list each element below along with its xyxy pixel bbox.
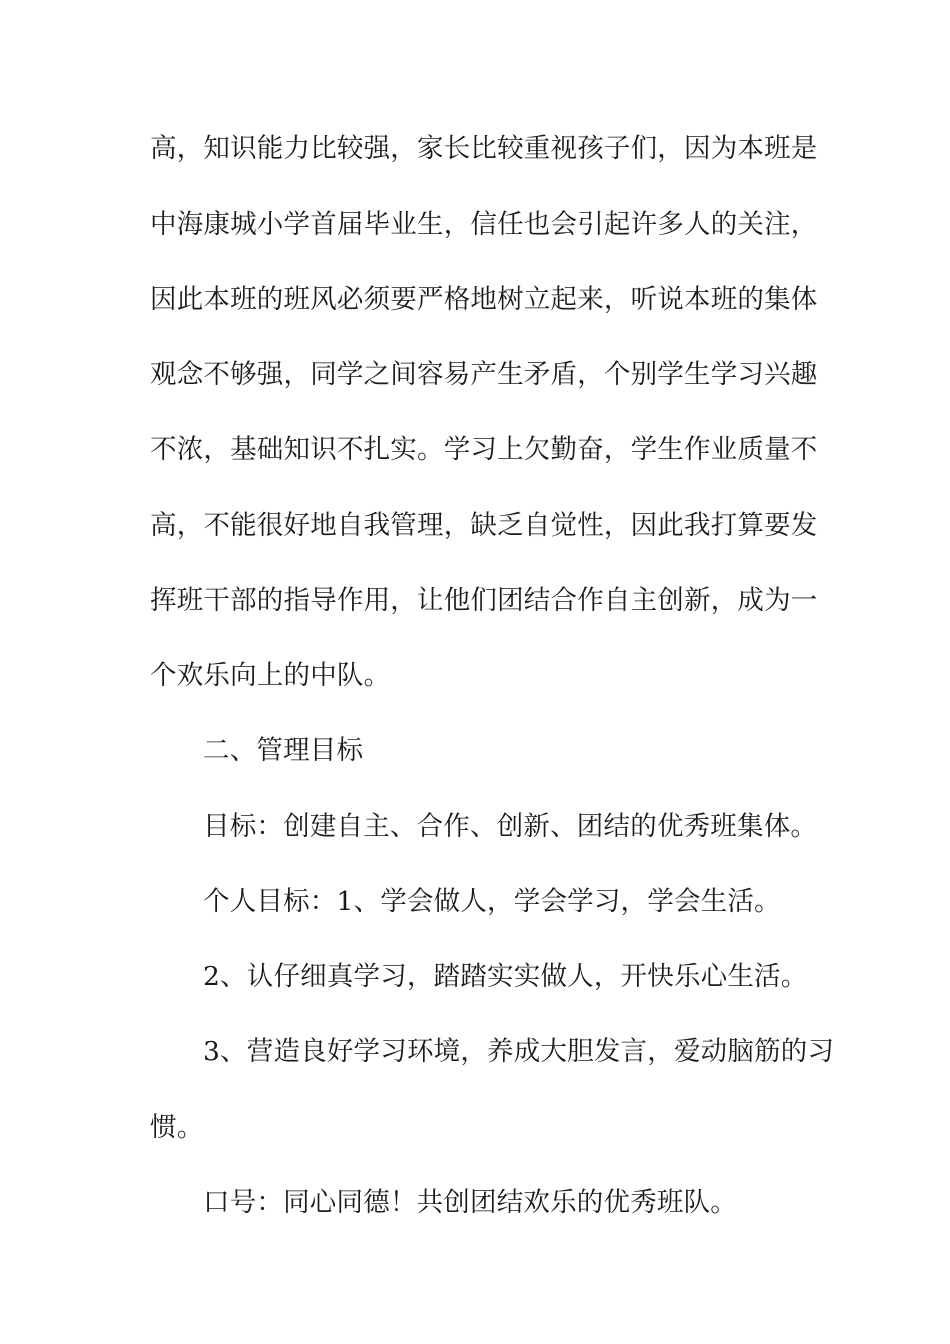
personal-goal-3: 3、营造良好学习环境，养成大胆发言，爱动脑筋的习 xyxy=(203,1036,835,1067)
paragraph-line: 中海康城小学首届毕业生，信任也会引起许多人的关注， xyxy=(150,209,818,240)
paragraph-line: 个欢乐向上的中队。 xyxy=(150,660,391,691)
paragraph-line: 因此本班的班风必须要严格地树立起来，听说本班的集体 xyxy=(150,284,818,315)
paragraph-line: 挥班干部的指导作用，让他们团结合作自主创新，成为一 xyxy=(150,585,818,616)
goal-line: 目标：创建自主、合作、创新、团结的优秀班集体。 xyxy=(203,811,818,842)
section-heading: 二、管理目标 xyxy=(203,735,364,766)
paragraph-line: 观念不够强，同学之间容易产生矛盾，个别学生学习兴趣 xyxy=(150,359,818,390)
slogan-line: 口号：同心同德！共创团结欢乐的优秀班队。 xyxy=(203,1187,737,1218)
paragraph-line: 高，知识能力比较强，家长比较重视孩子们，因为本班是 xyxy=(150,133,818,164)
personal-goal-3-continued: 惯。 xyxy=(150,1112,204,1143)
personal-goal-2: 2、认仔细真学习，踏踏实实做人，开快乐心生活。 xyxy=(203,961,808,992)
paragraph-line: 高，不能很好地自我管理，缺乏自觉性，因此我打算要发 xyxy=(150,510,818,541)
personal-goal-1: 个人目标：1、学会做人，学会学习，学会生活。 xyxy=(203,886,781,917)
paragraph-line: 不浓，基础知识不扎实。学习上欠勤奋，学生作业质量不 xyxy=(150,434,818,465)
